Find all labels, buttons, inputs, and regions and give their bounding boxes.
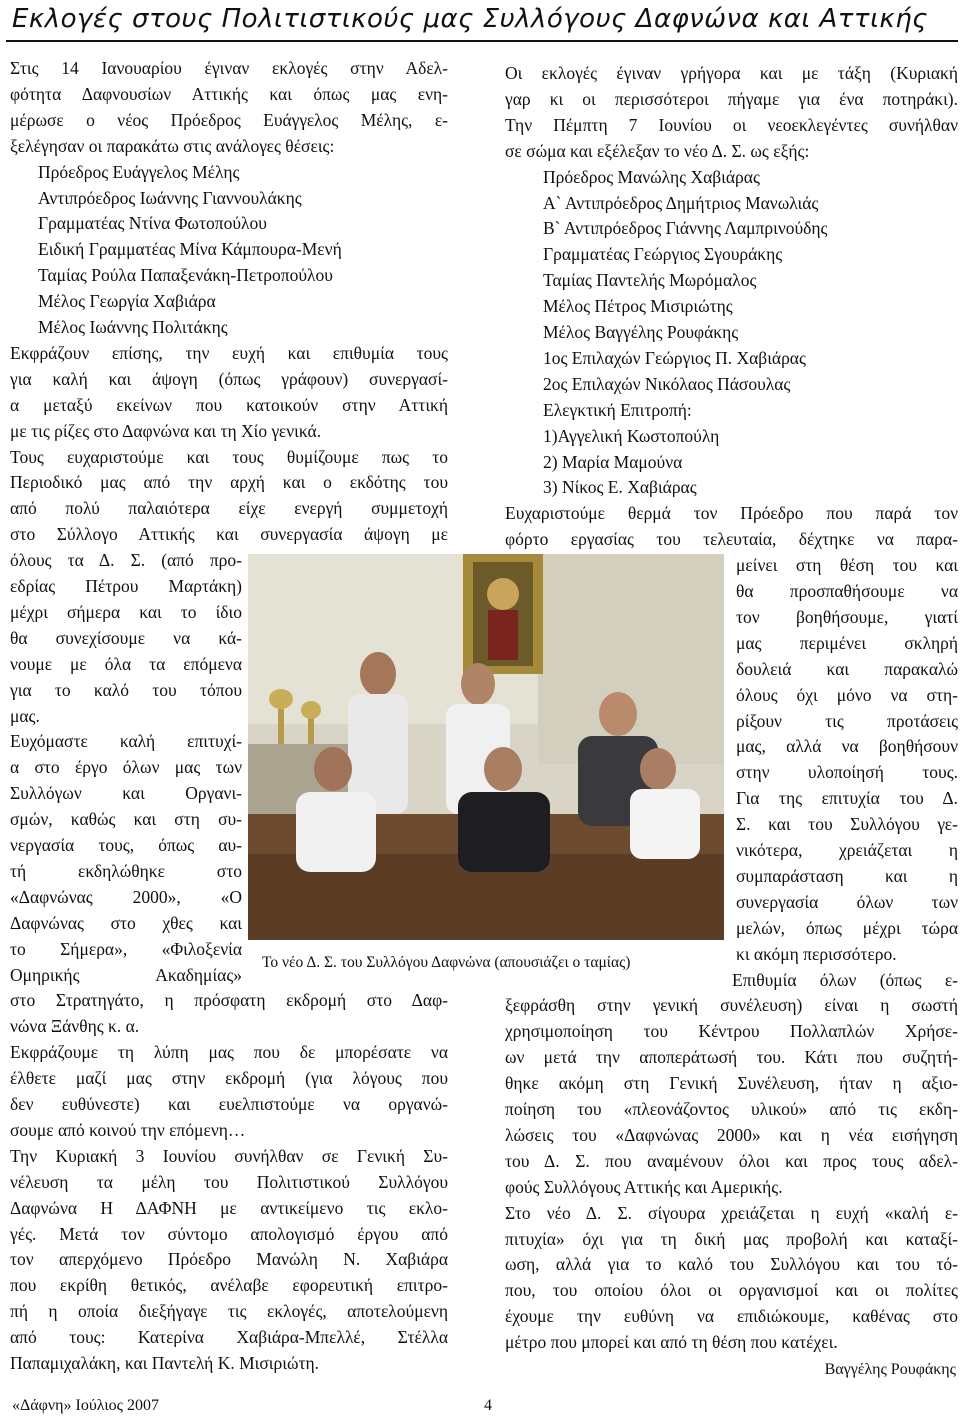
right-column-line: πιτυχία» όχι για τη δική μας προβολή και καταξί-: [505, 1228, 958, 1249]
left-column-line: Περιοδικό μας από την αρχή και ο εκδότης του: [10, 472, 448, 493]
right-column-line: ρίξουν τις προτάσεις: [736, 710, 958, 731]
left-column-line: πή η οποία διεξήγαγε τις εκλογές, αποτελούμενη: [10, 1301, 448, 1322]
article-title: Εκλογές στους Πολιτιστικούς μας Συλλόγους Δαφνώνα και Αττικής: [12, 4, 928, 34]
left-column-line: Μέλος Γεωργία Χαβιάρα: [38, 291, 216, 312]
left-column-line: όλους τα Δ. Σ. (από προ-: [10, 550, 242, 571]
right-column-line: Μέλος Πέτρος Μισιριώτης: [543, 296, 733, 317]
right-column-line: που, του οποίου όλοι οι οργανισμοί και οι πολίτες: [505, 1280, 958, 1301]
left-column-line: Μέλος Ιωάννης Πολιτάκης: [38, 317, 228, 337]
right-column-line: κι ακόμη περισσότερο.: [736, 943, 897, 964]
footer-issue: «Δάφνη» Ιούλιος 2007: [12, 1397, 159, 1414]
right-column-line: Μέλος Βαγγέλης Ρουφάκης: [543, 322, 739, 342]
left-column-line: «Δαφνώνας 2000», «Ο: [10, 886, 242, 907]
left-column-line: από πολύ παλαιότερα είχε ενεργή συμμετοχή: [10, 498, 448, 519]
right-column-line: όλους όχι μόνο να στη-: [736, 684, 958, 705]
right-column-line: χρησιμοποίηση του Κέντρου Πολλαπλών Χρήσε-: [505, 1021, 958, 1042]
right-column-line: Β` Αντιπρόεδρος Γιάννης Λαμπρινούδης: [543, 218, 828, 239]
left-column-line: σουμε από κοινού την επόμενη…: [10, 1119, 246, 1140]
left-column-line: α στο έργο όλων μας των: [10, 757, 242, 778]
left-column-line: ξελέγησαν οι παρακάτω στις ανάλογες θέσεις:: [10, 135, 335, 156]
left-column-line: Εκφράζουμε τη λύπη μας που δε μπορέσατε να: [10, 1042, 448, 1063]
right-column-line: τον βοηθήσουμε, γιατί: [736, 606, 958, 627]
left-column-line: α μεταξύ εκείνων που κατοικούν στην Αττική: [10, 394, 448, 415]
left-column-line: φότητα Δαφνουσίων Αττικής και όπως μας ενη-: [10, 83, 448, 104]
left-column-line: σμών, καθώς και στη συ-: [10, 809, 242, 830]
right-column-line: μας περιμένει σκληρή: [736, 632, 958, 653]
right-column-line: συνεργασία όλων των: [736, 891, 958, 912]
author-signature: Βαγγέλης Ρουφάκης: [824, 1361, 956, 1378]
right-column-line: νικότερα, χρειάζεται η: [736, 840, 958, 860]
left-column-line: τον απερχόμενο Πρόεδρο Μανώλη Ν. Χαβιάρα: [10, 1249, 448, 1270]
right-column-line: Γραμματέας Γεώργιος Σγουράκης: [543, 244, 783, 265]
left-column-line: Συλλόγων και Οργανι-: [10, 783, 242, 804]
left-column-line: Δαφνώνας στο χθες και: [10, 912, 242, 933]
left-column-line: Στις 14 Ιανουαρίου έγιναν εκλογές στην Αδελ-: [10, 58, 448, 78]
left-column-line: νώνα Ξάνθης κ. α.: [10, 1016, 140, 1037]
group-photo-image: [248, 554, 724, 940]
left-column-line: δεν ευθύνεστε) και ευελπιστούμε να οργανώ-: [10, 1094, 448, 1114]
left-column-line: Παπαμιχαλάκη, και Παντελή Κ. Μισιριώτη.: [10, 1353, 320, 1373]
left-column-line: γές. Μετά τον σύντομο απολογισμό έργου από: [10, 1223, 448, 1244]
right-column-line: Στο νέο Δ. Σ. σίγουρα χρειάζεται η ευχή «καλή ε-: [505, 1202, 958, 1223]
right-column-line: σε σώμα και εξέλεξαν το νέο Δ. Σ. ως εξής:: [505, 140, 810, 161]
right-column-line: ωση, αλλά για το καλό του Συλλόγου και του τό-: [505, 1254, 958, 1275]
right-column-line: μείνει στη θέση του και: [736, 555, 958, 576]
footer-page-number: 4: [484, 1397, 492, 1414]
right-column-line: μελών, όπως μέχρι τώρα: [736, 917, 958, 938]
left-column-line: Τους ευχαριστούμε και τους θυμίζουμε πως το: [10, 446, 448, 467]
left-column-line: Εκφράζουν επίσης, την ευχή και επιθυμία τους: [10, 342, 448, 363]
right-column-line: φόρτο εργασίας του τελευταία, δέχτηκε να παρα-: [505, 529, 958, 550]
left-column-line: με τις ρίζες στο Δαφνώνα και τη Χίο γενικά.: [10, 420, 322, 441]
right-column-line: μέτρο που μπορεί και από τη θέση που κατέχει.: [505, 1332, 838, 1353]
left-column-line: από τους: Κατερίνα Χαβιάρα-Μπελλέ, Στέλλα: [10, 1327, 448, 1348]
left-column-line: για καλή και άψογη (όπως γράφουν) συνεργασί-: [10, 368, 448, 389]
left-column-line: Δαφνώνα Η ΔΑΦΝΗ με αντικείμενο τις εκλο-: [10, 1197, 448, 1218]
right-column-line: Ταμίας Παντελής Μωρόμαλος: [543, 270, 757, 291]
right-column-line: 3) Νίκος Ε. Χαβιάρας: [543, 477, 697, 498]
right-column-line: του Δ. Σ. που αναμένουν όλοι και προς τους αδελ-: [505, 1150, 958, 1171]
left-column-line: Ειδική Γραμματέας Μίνα Κάμπουρα-Μενή: [38, 239, 342, 260]
right-column-line: Οι εκλογές έγιναν γρήγορα και με τάξη (Κυριακή: [505, 63, 958, 83]
left-column-line: για το καλό του τόπου: [10, 679, 242, 700]
right-column-line: 2) Μαρία Μαμούνα: [543, 451, 683, 472]
left-column-line: Την Κυριακή 3 Ιουνίου συνήλθαν σε Γενική Συ-: [10, 1145, 448, 1166]
right-column-line: θηκε ακόμη στη Γενική Συνέλευση, ήταν η αξιο-: [505, 1073, 958, 1094]
left-column-line: νεργασία τους, όπως αυ-: [10, 835, 242, 855]
right-column-line: Α` Αντιπρόεδρος Δημήτριος Μανωλιάς: [543, 192, 819, 213]
left-column-line: Αντιπρόεδρος Ιωάννης Γιαννουλάκης: [38, 187, 302, 208]
left-column-line: μας.: [10, 705, 40, 726]
left-column-line: νέλευση τα μέλη του Πολιτιστικού Συλλόγου: [10, 1171, 448, 1192]
right-column-line: στην υλοποίησή τους.: [736, 762, 958, 783]
left-column-line: Ευχόμαστε καλή επιτυχί-: [10, 731, 242, 752]
left-column-line: στο Σύλλογο Αττικής και συνεργασία άψογη με: [10, 524, 448, 545]
right-column-line: γαρ κι οι περισσότεροι πήγαμε για ένα ποτηράκι).: [505, 88, 958, 109]
left-column-line: τή εκδηλώθηκε στο: [10, 860, 242, 881]
right-column-line: δουλειά και παρακαλώ: [736, 658, 958, 679]
right-column-line: ξεφράσθη στην γενική συνέλευση) είναι η σωστή: [505, 995, 958, 1016]
left-column-line: Γραμματέας Ντίνα Φωτοπούλου: [38, 213, 267, 234]
right-column-line: Για της επιτυχία του Δ.: [736, 788, 958, 809]
title-underline: [6, 40, 958, 42]
right-column-line: 1ος Επιλαχών Γεώργιος Π. Χαβιάρας: [543, 347, 806, 368]
left-column-line: Πρόεδρος Ευάγγελος Μέλης: [38, 161, 240, 182]
left-column-line: που εκρίθη θετικός, ανέλαβε εφορευτική επιτρο-: [10, 1275, 448, 1296]
left-column-line: στο Στρατηγάτο, η πρόσφατη εκδρομή στο Δαφ-: [10, 990, 448, 1011]
group-photo: [248, 554, 724, 940]
right-column-line: μας, αλλά να βοηθήσουν: [736, 736, 958, 757]
right-column-line: συμπαράσταση και η: [736, 865, 958, 886]
right-column-line: Την Πέμπτη 7 Ιουνίου οι νεοεκλεγέντες συνήλθαν: [505, 114, 958, 135]
photo-caption: Το νέο Δ. Σ. του Συλλόγου Δαφνώνα (απουσιάζει ο ταμίας): [262, 954, 631, 971]
right-column-line: 2ος Επιλαχών Νικόλαος Πάσουλας: [543, 373, 791, 394]
left-column-line: έλθετε μαζί μας στην εκδρομή (για λόγους που: [10, 1068, 448, 1089]
right-column-line: Σ. και του Συλλόγου γε-: [736, 814, 958, 835]
left-column-line: Ταμίας Ρούλα Παπαξενάκη-Πετροπούλου: [38, 265, 333, 286]
right-column-line: ων μετά την αποπεράτωσή του. Κάτι που συζητή-: [505, 1047, 958, 1068]
left-column-line: Ομηρικής Ακαδημίας»: [10, 964, 242, 985]
right-column-line: 1)Αγγελική Κωστοπούλη: [543, 425, 720, 446]
right-column-line: φούς Συλλόγους Αττικής και Αμερικής.: [505, 1176, 783, 1197]
left-column-line: θα συνεχίσουμε να κά-: [10, 627, 242, 648]
left-column-line: το Σήμερα», «Φιλοξενία: [10, 938, 242, 959]
left-column-line: μέχρι σήμερα και το ίδιο: [10, 601, 242, 622]
left-column-line: εδρίας Πέτρου Μαρτάκη): [10, 576, 242, 596]
right-column-line: ποίηση του «πλεονάζοντος υλικού» από τις εκδη-: [505, 1099, 958, 1119]
right-column-line: Ευχαριστούμε θερμά τον Πρόεδρο που παρά τον: [505, 503, 958, 524]
right-column-line: Επιθυμία όλων (όπως ε-: [732, 969, 958, 990]
right-column-line: θα προσπαθήσουμε να: [736, 581, 958, 601]
right-column-line: λώσεις του «Δαφνώνας 2000» και η νέα εισήγηση: [505, 1124, 958, 1145]
right-column-line: Πρόεδρος Μανώλης Χαβιάρας: [543, 166, 760, 187]
right-column-line: έχουμε την ευθύνη να επιδιώκουμε, καθένας στο: [505, 1306, 958, 1327]
left-column-line: νουμε με όλα τα επόμενα: [10, 653, 242, 674]
left-column-line: μέρωσε ο νέος Πρόεδρος Ευάγγελος Μέλης, ε-: [10, 109, 448, 130]
right-column-line: Ελεγκτική Επιτροπή:: [543, 399, 692, 420]
